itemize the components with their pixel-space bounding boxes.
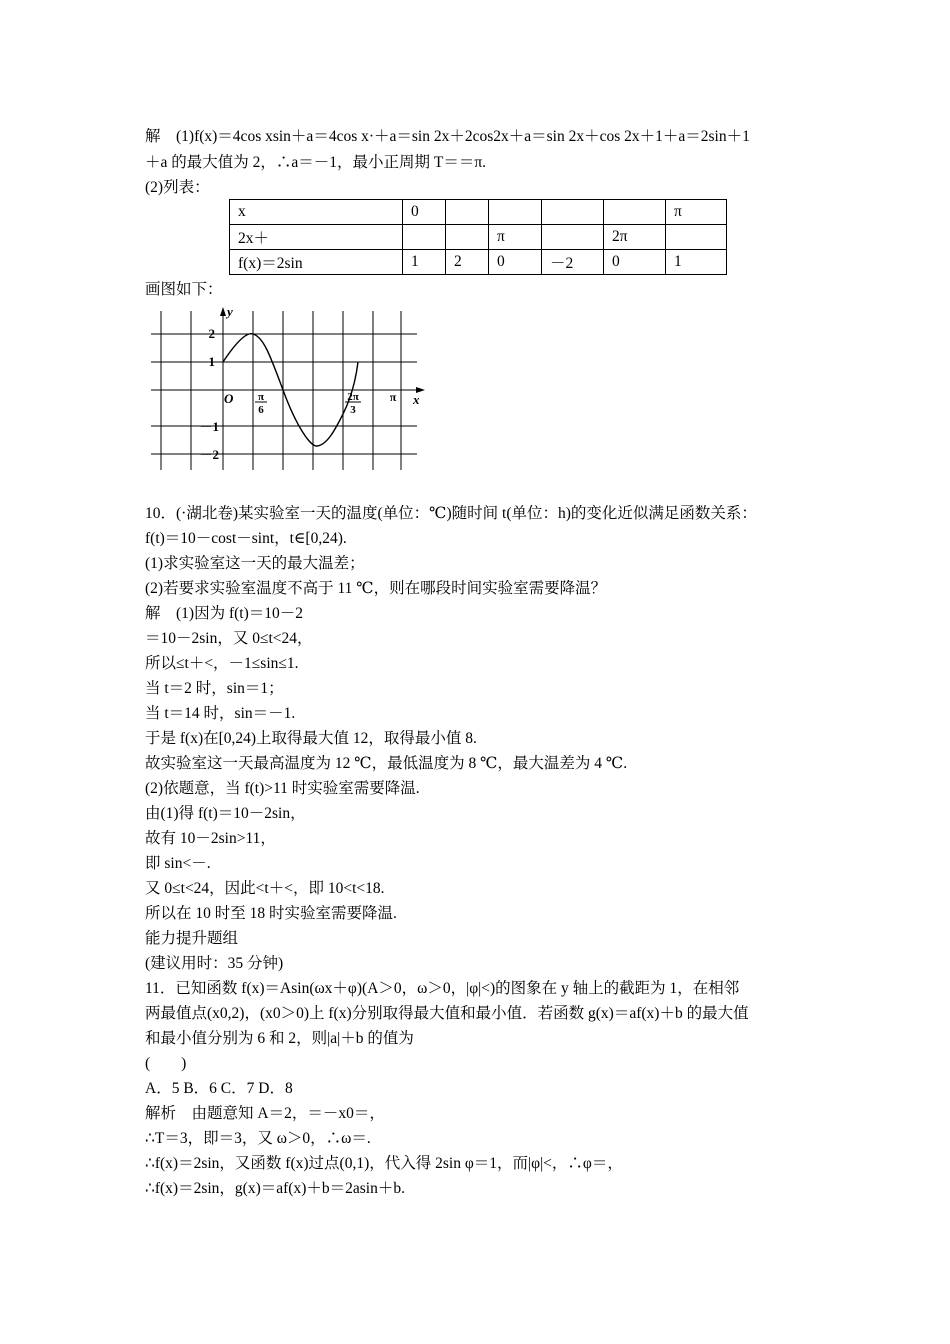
y-tick-label: －2 (199, 447, 219, 462)
table-cell (666, 225, 727, 250)
q10-text-line: (2)依题意，当 f(t)>11 时实验室需要降温. (145, 780, 420, 797)
q10-text-line: 由(1)得 f(t)＝10－2sin， (145, 805, 306, 822)
q10-text-line: 10．(·湖北卷)某实验室一天的温度(单位：℃)随时间 t(单位：h)的变化近似满足函数关系： (145, 505, 757, 522)
q10-text-line: (1)求实验室这一天的最大温差； (145, 555, 365, 572)
table-cell: π (489, 225, 542, 250)
sine-graph (147, 304, 427, 476)
q10-text-line: ＝10－2sin，又 0≤t<24， (145, 630, 313, 647)
table-cell: 0 (604, 250, 666, 275)
q10-text-line: 所以在 10 时至 18 时实验室需要降温. (145, 905, 397, 922)
q10-text-line: 当 t＝14 时，sin＝－1. (145, 705, 296, 722)
q10-text-line: 于是 f(x)在[0,24)上取得最大值 12，取得最小值 8. (145, 730, 477, 747)
q9-draw-label: 画图如下： (145, 281, 223, 298)
table-cell: 0 (403, 200, 446, 225)
q9-solution-line-2: ＋a 的最大值为 2，∴a＝－1，最小正周期 T＝＝π. (145, 154, 487, 171)
q11-options: A．5 B．6 C．7 D．8 (145, 1080, 293, 1097)
y-tick-label: 2 (208, 326, 215, 341)
q11-text-line: 11．已知函数 f(x)＝Asin(ωx＋φ)(A＞0，ω＞0，|φ|<)的图象在 y 轴上的截距为 1，在相邻 (145, 980, 740, 997)
q9-list-label: (2)列表： (145, 179, 210, 196)
q10-text-line: 当 t＝2 时，sin＝1； (145, 680, 284, 697)
x-tick-pi6-denominator: 6 (258, 404, 264, 416)
table-cell (403, 225, 446, 250)
table-cell: －2 (542, 250, 604, 275)
x-tick-pi: π (389, 390, 397, 404)
table-row (230, 250, 727, 275)
table-cell: 2x＋ (230, 225, 403, 250)
y-tick-label: －1 (199, 419, 219, 434)
y-axis-label: y (227, 304, 233, 319)
table-row (230, 200, 727, 225)
q11-text-line: 和最小值分别为 6 和 2，则|a|＋b 的值为 (145, 1030, 414, 1047)
x-axis-label: x (413, 392, 420, 407)
table-cell: f(x)＝2sin (230, 250, 403, 275)
q10-text-line: 即 sin<－. (145, 855, 211, 872)
table-cell (604, 200, 666, 225)
table-row (230, 225, 727, 250)
q10-text-line: 又 0≤t<24，因此<t＋<，即 10<t<18. (145, 880, 385, 897)
table-cell (489, 200, 542, 225)
q10-text-line: 故实验室这一天最高温度为 12 ℃，最低温度为 8 ℃，最大温差为 4 ℃. (145, 755, 628, 772)
q11-text-line: ∴T＝3，即＝3，又 ω＞0，∴ω＝. (145, 1130, 371, 1147)
q11-text-line: 两最值点(x0,2)，(x0＞0)上 f(x)分别取得最大值和最小值．若函数 g(x)＝af(x)＋b 的最大值 (145, 1005, 749, 1022)
value-table (229, 199, 727, 275)
q10-text-line: (2)若要求实验室温度不高于 11 ℃，则在哪段时间实验室需要降温？ (145, 580, 607, 597)
table-cell (542, 225, 604, 250)
q9-solution-line-1: 解 (1)f(x)＝4cos xsin＋a＝4cos x·＋a＝sin 2x＋2cos2x＋a＝sin 2x＋cos 2x＋1＋a＝2sin＋1 (145, 128, 750, 145)
table-cell (446, 225, 489, 250)
q10-text-line: 故有 10－2sin>11， (145, 830, 276, 847)
table-cell: 1 (666, 250, 727, 275)
q11-text-line: ∴f(x)＝2sin，又函数 f(x)过点(0,1)，代入得 2sin φ＝1，而|φ|<，∴φ＝， (145, 1155, 623, 1172)
suggested-time: (建议用时：35 分钟) (145, 955, 284, 972)
q10-text-line: 解 (1)因为 f(t)＝10－2 (145, 605, 303, 622)
origin-label: O (224, 391, 234, 406)
graph-grid (151, 311, 417, 470)
q11-answer-blank: ( ) (145, 1055, 187, 1072)
x-tick-pi6-numerator: π (257, 391, 265, 403)
y-axis-arrow (220, 307, 226, 316)
q11-text-line: 解析 由题意知 A＝2，＝－x0＝， (145, 1105, 385, 1122)
section-heading: 能力提升题组 (145, 930, 239, 947)
table-cell: 2π (604, 225, 666, 250)
table-cell (542, 200, 604, 225)
q10-text-line: f(t)＝10－cost－sint，t∈[0,24). (145, 530, 347, 547)
table-cell: 0 (489, 250, 542, 275)
x-tick-2pi3-denominator: 3 (350, 404, 356, 416)
table-cell (446, 200, 489, 225)
q11-text-line: ∴f(x)＝2sin，g(x)＝af(x)＋b＝2asin＋b. (145, 1180, 405, 1197)
table-cell: 2 (446, 250, 489, 275)
table-cell: 1 (403, 250, 446, 275)
x-tick-2pi3-numerator: 2π (347, 391, 359, 403)
q10-text-line: 所以≤t＋<，－1≤sin≤1. (145, 655, 299, 672)
table-cell: π (666, 200, 727, 225)
y-tick-label: 1 (208, 354, 215, 369)
table-cell: x (230, 200, 403, 225)
